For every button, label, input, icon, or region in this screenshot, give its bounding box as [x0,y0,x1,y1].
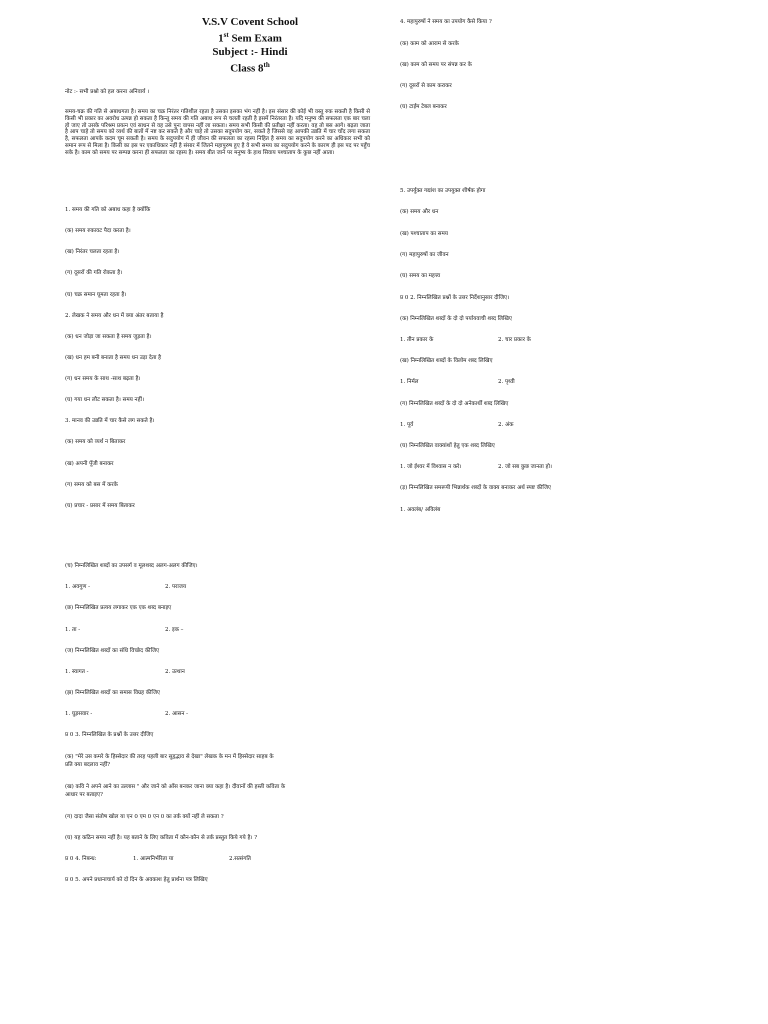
q3-option-b: (ख) अपनी पूँजी बनाकर [65,461,114,467]
q2i-item-1: 1. घुड़सवार - [65,711,93,717]
section-3-heading: प्र 0 3. निम्नलिखित के प्रश्नों के उत्तर दीजिए [65,732,154,738]
q2d-stem: (घ) निम्नलिखित वाक्यांशों हेतु एक शब्द लिखिए [400,443,495,449]
exam-rest: Sem Exam [228,32,282,45]
q3-option-a: (क) समय को व्यर्थ न बिताकर [65,439,126,445]
q3a-line-1: (क) "मेरे उस कमरे के हिस्सेदार की तरह पहली बार सुहृद्भाव से देखा" लेखक के मन में हिस्सेदार साहब के [65,754,274,760]
q1-option-b: (ख) निरंतर चलता रहता है। [65,249,120,255]
q2a-stem: (क) निम्नलिखित शब्दों के दो दो पर्यायवाची शब्द लिखिए [400,316,512,322]
q3-option-d: (घ) प्रचार - प्रसार में समय बिताकर [65,503,135,509]
q2h-item-1: 1. स्वागत - [65,669,89,675]
q3a-line-2: प्रति क्या बदलाव नहीं? [65,762,111,768]
q2h-stem: (ज) निम्नलिखित शब्दों का संधि विच्छेद कीजिए [65,648,160,654]
q2d-item-2: 2. जो सब कुछ जानता हो। [498,464,552,470]
q1-option-d: (घ) चक्र समान घूमता रहता है। [65,292,127,298]
q2i-stem: (झ) निम्नलिखित शब्दों का समास विग्रह कीजिए [65,690,160,696]
q2e-item-1: 1. अवलंब/ अविलंब [400,507,441,513]
q2-stem: 2. लेखक ने समय और धन में क्या अंतर बताया है [65,313,164,319]
q2c-stem: (ग) निम्नलिखित शब्दों के दो दो अनेकार्थी शब्द लिखिए [400,401,509,407]
q2i-item-2: 2. आसन - [165,711,188,717]
q2d-item-1: 1. जो ईश्वर में विश्वास न करे। [400,464,462,470]
q1-option-c: (ग) दूसरों की गति रोकता है। [65,270,123,276]
q1-option-a: (क) समय रुकावट पैदा करता है। [65,228,131,234]
q3b-line-2: आधार पर बताइए? [65,792,103,798]
exam-header [150,16,350,75]
q2b-item-2: 2. पृथ्वी [498,379,515,385]
class-line [150,59,350,76]
exam-title [150,29,350,46]
q1-stem: 1. समय की गति को अबाध कहा है क्योंकि [65,207,151,213]
q2-option-b: (ख) धन हम बनी बनाता है समय धन उड़ा देता है [65,355,162,361]
class-main: Class 8 [230,62,264,75]
q3-option-c: (ग) समय को बस में करके [65,482,118,488]
q3c-stem: (ग) दादा जैसा संतोष खोल या एन 0 एम 0 एन 0 का तर्क क्यों नहीं ले सकता ? [65,814,224,820]
q3b-line-1: (ख) कवि ने अपने आने का उल्लास " और जाने को आँस बनकर जाना क्या कहा है। दीवानों की हस्ती कविता के [65,784,286,790]
q4-option-b: (ख) काम को समय पर संपन्न कर के [400,62,472,68]
section-4-heading: प्र 0 4. निबन्ध: [65,856,97,862]
q2f-item-2: 2. पराजय [165,584,187,590]
q2e-stem: (ड़) निम्नलिखित समरूपी भिन्नार्थक शब्दों के वाक्य बनाकर अर्थ स्पष्ट कीजिए [400,485,551,491]
section-5-heading: प्र 0 5. अपने प्रधानाचार्य को दो दिन के अवकाश हेतु प्रार्थना पत्र लिखिए [65,877,208,883]
essay-option-1: 1. आत्मनिर्भरिता या [133,856,174,862]
subject-line: Subject :- Hindi [212,45,288,58]
q4-option-a: (क) काम को आराम से करके [400,41,459,47]
exam-num: 1 [218,32,224,45]
q3d-stem: (घ) यह कठिन समय नहीं है। यह बताने के लिए कविता में कौन-कौन से तर्क प्रस्तुत किये गये है। ? [65,835,258,841]
q4-option-c: (ग) दूसरों से काम कराकर [400,83,452,89]
q2a-item-2: 2. चार प्रकार के [498,337,531,343]
instruction-note: नोट :- सभी प्रश्नो को हल करना अनिवार्य । [65,89,150,95]
q3-stem: 3. मानव की उन्नति में चार कैसे लग सकते है। [65,418,155,424]
q2b-stem: (ख) निम्नलिखित शब्दों के विलोम शब्द लिखिए [400,358,493,364]
q2a-item-1: 1. तीन प्रकार के [400,337,434,343]
passage: समय-चक्र की गति से अबाधगता है। समय का चक्र निरंतर गतिशील रहता है उसका इसका भंग नहीं है। इस संसार की कोई भी वस्तु रुक सकती है किसी से किसी भी प्रकार का अवरोध उत्पन्न हो सकता है किन्तु समय की गति अबाध रूप से चलती रहती है इसमें निरंतरता है। यदि मनुष्य की सफलता एक बार चला हो जाए तो उसके परिश्रम प्रयत्न एवं साधन से वह उसे पुनः वापस नहीं ला सकता। समय सभी किसी की प्रतीक्षा नहीं करता। वह तो बस आगे। बढ़ता जाता है आप चाहे तो समय को व्यर्थ की बातों में नष्ट कर सकते है और चाहे तो उसका सदुपयोग कर, सकते है जिससे वह आपकी उन्नति में चार चाँद लगा सकता है, सफलता आपके कदम चूम सकती है। समय के सदुपयोग में ही जीवन की सफलता का रहस्य निहित है समय का सदुपयोग करने का अधिकार सभी को समान रूप से मिला है। किसी का इस पर एकाधिकार नहीं है संसार में जितने महापुरुष हुए है वे सभी समय का सदुपयोग करने के कारण ही इस पद पर पहुँच सके है। काम को समय पर सम्पन्न करना ही सफलता का रहस्य है। समय बीत जाने पर मनुष्य के हाथ सिवाय पश्चाताप के कुछ नहीं आता। [65,109,370,156]
q5-option-d: (घ) समय का महत्त्व [400,273,441,279]
section-2-heading: प्र 0 2. निम्नलिखित प्रश्नों के उत्तर निर्देशानुसार दीजिए। [400,295,510,301]
school-name: V.S.V Covent School [201,16,299,28]
q2f-stem: (च) निम्नलिखित शब्दों का उपसर्ग व मूलशब्द अलग-अलग कीजिए। [65,563,198,569]
q2f-item-1: 1. अवगुण - [65,584,90,590]
q5-stem: 5. उपर्युक्त गद्यांश का उपयुक्त शीर्षक होगा [400,188,486,194]
q2h-item-2: 2. उत्थान [165,669,185,675]
q5-option-b: (ख) पश्चाताप का समय [400,231,448,237]
class-sup: th [263,60,270,69]
q2-option-c: (ग) धन समय के साथ -साथ बढ़ता है। [65,376,141,382]
essay-option-2: 2.सत्संगति [229,856,251,862]
q2-option-a: (क) धन जोड़ा जा सकता है समय जुड़ता है। [65,334,152,340]
exam-sup: st [223,31,229,39]
q2-option-d: (घ) गया धन लौट सकता है। समय नहीं। [65,397,145,403]
q2g-stem: (छ) निम्नलिखित प्रत्यय लगाकर एक एक शब्द बनाइए [65,605,172,611]
q2c-item-2: 2. अंक [498,422,514,428]
q4-option-d: (घ) टाईम टेबल बनाकर [400,104,447,110]
q2g-item-1: 1. ता - [65,627,81,633]
q2c-item-1: 1. पूर्व [400,422,414,428]
q4-stem: 4. महापुरुषों ने समय का उपयोग कैसे किया ? [400,19,492,25]
q2b-item-1: 1. निर्मल [400,379,419,385]
q5-option-a: (क) समय और धन [400,209,439,215]
q5-option-c: (ग) महापुरुषों का जीवन [400,252,449,258]
q2g-item-2: 2. इक – [165,627,184,633]
